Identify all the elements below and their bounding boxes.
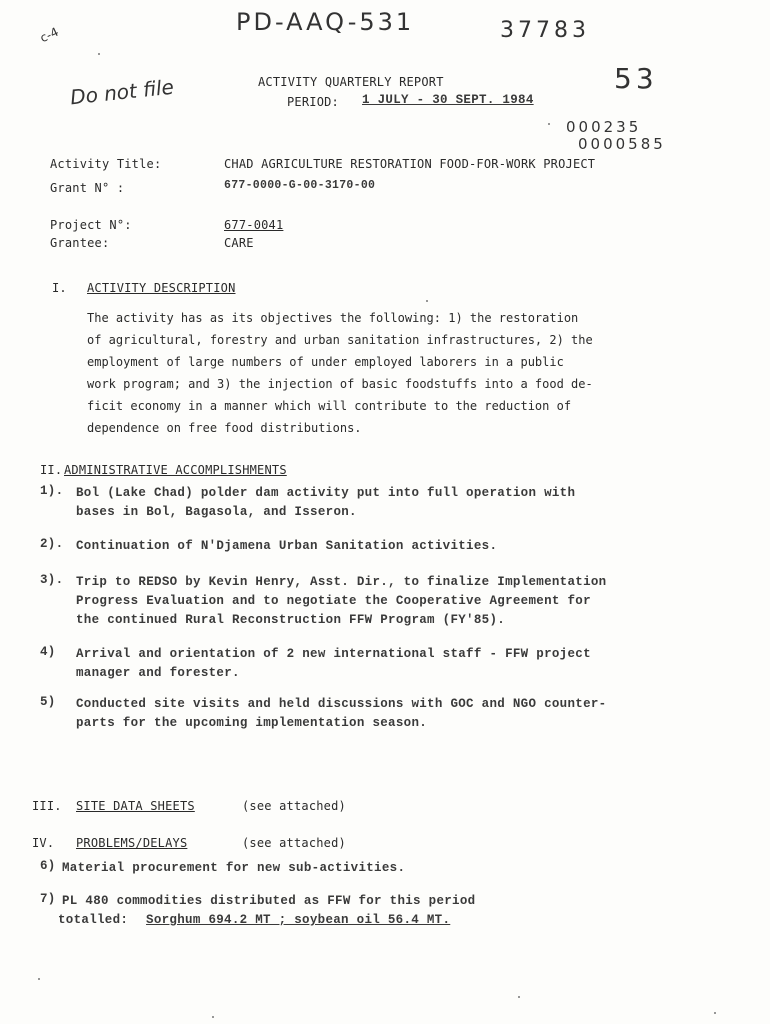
- item-number: 2).: [40, 537, 64, 551]
- report-title: ACTIVITY QUARTERLY REPORT: [258, 75, 444, 89]
- grant-value: 677-0000-G-00-3170-00: [224, 179, 376, 192]
- scan-speck: [98, 53, 100, 55]
- handwritten-corner-mark: c-4: [37, 24, 61, 46]
- project-value: 677-0041: [224, 218, 284, 232]
- scan-speck: [518, 996, 520, 998]
- item-number: 7): [40, 892, 56, 906]
- item-number: 4): [40, 645, 56, 659]
- scan-speck: [212, 1016, 214, 1018]
- activity-title-label: Activity Title:: [50, 157, 162, 171]
- section-1-numeral: I.: [52, 281, 67, 295]
- section-4-note: (see attached): [242, 836, 346, 850]
- body-line: work program; and 3) the injection of basic foodstuffs into a food de-: [87, 377, 593, 391]
- scan-speck: [426, 300, 428, 302]
- item-line: manager and forester.: [76, 666, 240, 680]
- scan-speck: [38, 978, 40, 980]
- item-number: 3).: [40, 573, 64, 587]
- item-line: parts for the upcoming implementation season.: [76, 716, 428, 730]
- item-line: Progress Evaluation and to negotiate the Cooperative Agreement for: [76, 594, 591, 608]
- section-4-heading: PROBLEMS/DELAYS: [76, 836, 188, 850]
- activity-title-value: CHAD AGRICULTURE RESTORATION FOOD-FOR-WORK PROJECT: [224, 157, 596, 171]
- section-2-numeral: II.: [40, 463, 63, 477]
- item-line: PL 480 commodities distributed as FFW for this period: [62, 894, 476, 908]
- item-number: 6): [40, 859, 56, 873]
- item-line: Arrival and orientation of 2 new international staff - FFW project: [76, 647, 591, 661]
- commodity-totals: Sorghum 694.2 MT ; soybean oil 56.4 MT.: [146, 913, 451, 927]
- body-line: The activity has as its objectives the following: 1) the restoration: [87, 311, 579, 325]
- period-label: PERIOD:: [287, 95, 339, 109]
- section-3-numeral: III.: [32, 799, 62, 813]
- item-line: Trip to REDSO by Kevin Henry, Asst. Dir., to finalize Implementation: [76, 575, 607, 589]
- period-value: 1 JULY - 30 SEPT. 1984: [362, 93, 534, 107]
- section-1-body: [87, 307, 737, 439]
- item-line: Bol (Lake Chad) polder dam activity put into full operation with: [76, 486, 576, 500]
- item-number: 5): [40, 695, 56, 709]
- body-line: dependence on free food distributions.: [87, 421, 362, 435]
- section-1-heading: ACTIVITY DESCRIPTION: [87, 281, 236, 295]
- item-line: Conducted site visits and held discussions with GOC and NGO counter-: [76, 697, 607, 711]
- section-3-heading: SITE DATA SHEETS: [76, 799, 195, 813]
- scan-speck: [714, 1012, 716, 1014]
- handwritten-doc-id: PD-AAQ-531: [236, 8, 415, 36]
- item-line: the continued Rural Reconstruction FFW Program (FY'85).: [76, 613, 506, 627]
- grantee-value: CARE: [224, 236, 254, 250]
- handwritten-ref-number: 37783: [500, 18, 590, 43]
- handwritten-margin-note: Do not file: [69, 74, 175, 110]
- body-line: of agricultural, forestry and urban sanitation infrastructures, 2) the: [87, 333, 593, 347]
- item-number: 1).: [40, 484, 64, 498]
- section-3-note: (see attached): [242, 799, 346, 813]
- grant-label: Grant N° :: [50, 181, 125, 195]
- project-label: Project N°:: [50, 218, 132, 232]
- handwritten-page-number: 53: [614, 62, 658, 95]
- handwritten-code-1: 000235: [566, 118, 642, 136]
- body-line: employment of large numbers of under employed laborers in a public: [87, 355, 564, 369]
- scan-speck: [548, 123, 550, 125]
- item-line: bases in Bol, Bagasola, and Isseron.: [76, 505, 357, 519]
- handwritten-code-2: 0000585: [578, 135, 666, 153]
- item-line: Material procurement for new sub-activities.: [62, 861, 406, 875]
- section-4-numeral: IV.: [32, 836, 55, 850]
- item-line: Continuation of N'Djamena Urban Sanitation activities.: [76, 539, 498, 553]
- section-2-heading: ADMINISTRATIVE ACCOMPLISHMENTS: [64, 463, 287, 477]
- body-line: ficit economy in a manner which will contribute to the reduction of: [87, 399, 572, 413]
- item-line: totalled:: [58, 913, 129, 927]
- grantee-label: Grantee:: [50, 236, 110, 250]
